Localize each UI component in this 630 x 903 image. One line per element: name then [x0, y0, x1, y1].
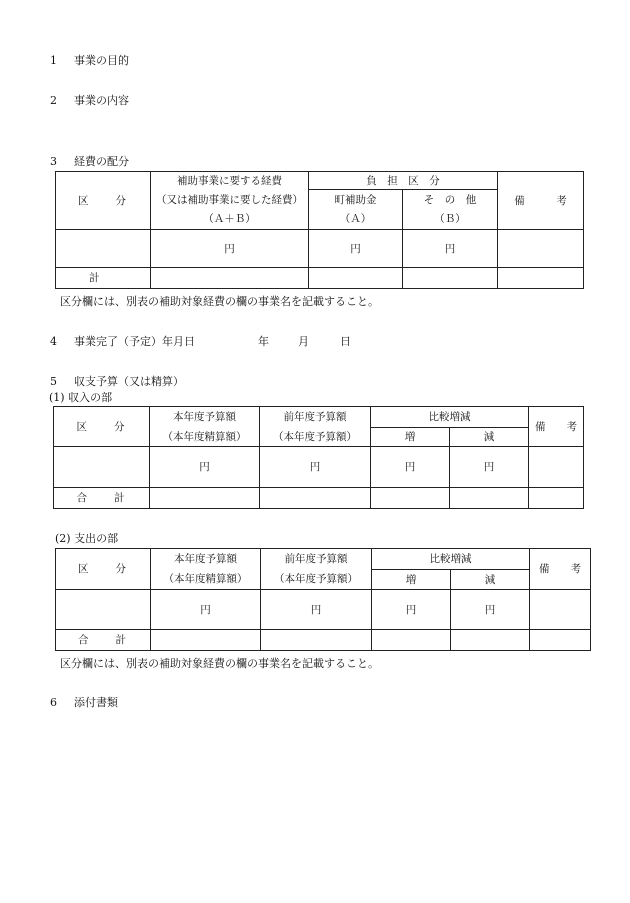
- current-budget-header: 本年度予算額: [150, 407, 260, 428]
- current-budget-header: 本年度予算額: [151, 549, 261, 570]
- cost-header-line3: （Ａ＋Ｂ）: [151, 210, 309, 230]
- section-title: 事業完了（予定）年月日: [74, 335, 195, 348]
- previous-budget-header: 前年度予算額: [261, 549, 372, 570]
- total-row: [54, 488, 584, 509]
- previous-budget-header: 前年度予算額: [260, 407, 371, 428]
- remarks-cell: [530, 590, 591, 630]
- yen-unit: 円: [309, 230, 403, 268]
- kubun-header: 区 分: [56, 549, 151, 590]
- section-5-heading: [50, 375, 184, 389]
- month-label: 月: [298, 335, 309, 348]
- total-cell: [403, 268, 498, 289]
- section-4-heading: [50, 335, 195, 349]
- section-number: 1: [50, 54, 57, 67]
- yen-unit: 円: [260, 447, 371, 488]
- decrease-header: 減: [450, 428, 529, 447]
- yen-unit: 円: [151, 590, 261, 630]
- yen-unit: 円: [403, 230, 498, 268]
- yen-unit: 円: [151, 230, 309, 268]
- yen-unit: 円: [450, 447, 529, 488]
- current-settlement-header: （本年度精算額）: [150, 428, 260, 447]
- decrease-header: 減: [451, 570, 530, 590]
- remarks-cell: [498, 230, 584, 268]
- yen-unit: 円: [451, 590, 530, 630]
- increase-header: 増: [372, 570, 451, 590]
- current-settlement-header: （本年度精算額）: [151, 570, 261, 590]
- current-budget-sub-header: （本年度予算額）: [261, 570, 372, 590]
- yen-unit: 円: [261, 590, 372, 630]
- kubun-cell: [54, 447, 150, 488]
- kubun-header: 区 分: [54, 407, 150, 447]
- comparison-header: 比較増減: [372, 549, 530, 570]
- total-cell: [261, 630, 372, 651]
- total-cell: [372, 630, 451, 651]
- table-row: [54, 447, 584, 488]
- total-cell: [450, 488, 529, 509]
- income-table: [53, 406, 584, 509]
- town-subsidy-header: 町補助金: [309, 190, 403, 210]
- yen-unit: 円: [372, 590, 451, 630]
- total-cell: [309, 268, 403, 289]
- section-number: 2: [50, 94, 57, 107]
- expenditure-label: (2) 支出の部: [55, 532, 119, 545]
- yen-unit: 円: [371, 447, 450, 488]
- section-number: 4: [50, 335, 57, 348]
- total-row: [56, 630, 591, 651]
- cost-header-line1: 補助事業に要する経費: [151, 172, 309, 190]
- remarks-header: 備 考: [498, 172, 584, 230]
- section-title: 経費の配分: [74, 155, 129, 168]
- other-sub: （Ｂ）: [403, 210, 498, 230]
- remarks-header: 備 考: [529, 407, 584, 447]
- total-label: 合 計: [54, 488, 150, 509]
- total-cell: [151, 630, 261, 651]
- day-label: 日: [340, 335, 351, 348]
- kubun-header: 区 分: [56, 172, 151, 230]
- other-header: そ の 他: [403, 190, 498, 210]
- section-number: 3: [50, 155, 57, 168]
- section-6-heading: [50, 696, 118, 710]
- note-text-1: 区分欄には、別表の補助対象経費の欄の事業名を記載すること。: [60, 295, 379, 308]
- section-number: 6: [50, 696, 57, 709]
- increase-header: 増: [371, 428, 450, 447]
- section-title: 添付書類: [74, 696, 118, 709]
- total-cell: [498, 268, 584, 289]
- total-label: 合 計: [56, 630, 151, 651]
- total-cell: [260, 488, 371, 509]
- year-label: 年: [258, 335, 269, 348]
- expenditure-table: [55, 548, 591, 651]
- total-label: 計: [56, 268, 151, 289]
- kubun-cell: [56, 590, 151, 630]
- total-cell: [529, 488, 584, 509]
- total-cell: [151, 268, 309, 289]
- expense-allocation-table: [55, 171, 584, 289]
- note-text-2: 区分欄には、別表の補助対象経費の欄の事業名を記載すること。: [60, 657, 379, 670]
- kubun-cell: [56, 230, 151, 268]
- table-row: [56, 590, 591, 630]
- section-title: 事業の目的: [74, 54, 129, 67]
- total-cell: [150, 488, 260, 509]
- burden-header: 負 担 区 分: [309, 172, 498, 190]
- yen-unit: 円: [150, 447, 260, 488]
- section-title: 事業の内容: [74, 94, 129, 107]
- total-cell: [530, 630, 591, 651]
- section-number: 5: [50, 375, 57, 388]
- comparison-header: 比較増減: [371, 407, 529, 428]
- section-3-heading: [50, 155, 129, 169]
- total-row: [56, 268, 584, 289]
- total-cell: [451, 630, 530, 651]
- income-label: (1) 収入の部: [49, 391, 113, 404]
- table-row: [56, 230, 584, 268]
- remarks-cell: [529, 447, 584, 488]
- section-1-heading: [50, 54, 129, 68]
- town-subsidy-sub: （Ａ）: [309, 210, 403, 230]
- remarks-header: 備 考: [530, 549, 591, 590]
- section-title: 収支予算（又は精算）: [74, 375, 184, 388]
- section-2-heading: [50, 94, 129, 108]
- cost-header-line2: （又は補助事業に要した経費）: [151, 190, 309, 210]
- current-budget-sub-header: （本年度予算額）: [260, 428, 371, 447]
- total-cell: [371, 488, 450, 509]
